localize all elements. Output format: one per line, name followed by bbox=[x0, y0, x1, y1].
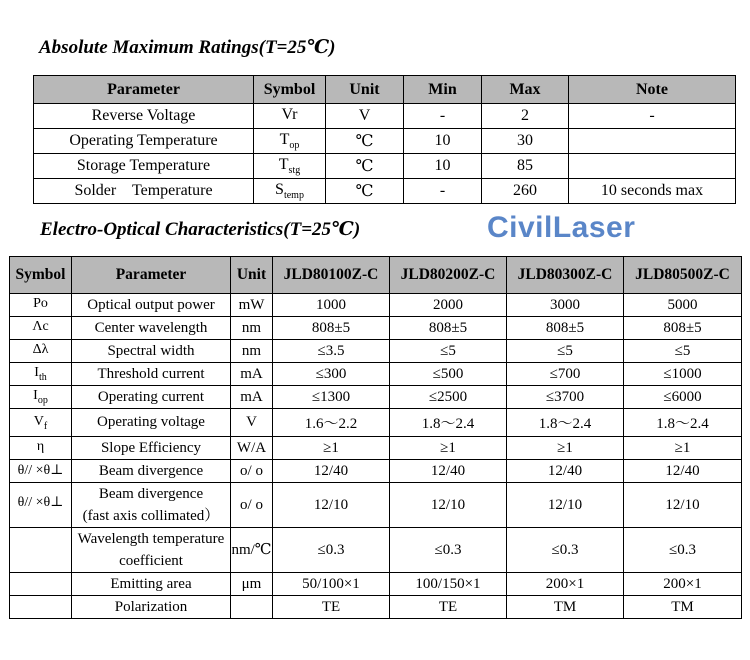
table-row bbox=[10, 340, 742, 363]
value-cell: 100/150×1 bbox=[390, 573, 507, 596]
table-row bbox=[10, 596, 742, 619]
symbol-subscript: f bbox=[43, 420, 48, 432]
unit-cell: W/A bbox=[231, 437, 273, 460]
symbol-cell bbox=[10, 386, 72, 409]
value-cell: ≥1 bbox=[390, 437, 507, 460]
max-cell: 260 bbox=[482, 179, 569, 204]
min-cell: - bbox=[404, 104, 482, 129]
value-cell: 50/100×1 bbox=[273, 573, 390, 596]
header-symbol: Symbol bbox=[10, 257, 72, 294]
symbol-cell bbox=[254, 154, 326, 179]
max-cell: 2 bbox=[482, 104, 569, 129]
parameter-cell: Beam divergence bbox=[72, 460, 231, 483]
unit-cell: μm bbox=[231, 573, 273, 596]
symbol-cell bbox=[10, 340, 72, 363]
value-cell: 3000 bbox=[507, 294, 624, 317]
unit-cell: o/ o bbox=[231, 483, 273, 528]
symbol-cell bbox=[10, 409, 72, 437]
value-cell: TE bbox=[390, 596, 507, 619]
symbol-subscript: stg bbox=[288, 165, 301, 177]
value-cell: ≤700 bbox=[507, 363, 624, 386]
unit-cell: nm bbox=[231, 317, 273, 340]
parameter-cell: Slope Efficiency bbox=[72, 437, 231, 460]
table-row bbox=[10, 573, 742, 596]
value-cell: 1.8～2.4 bbox=[507, 409, 624, 437]
unit-cell: nm/℃ bbox=[231, 528, 273, 573]
header-note: Note bbox=[569, 76, 736, 104]
table-row bbox=[34, 179, 736, 204]
electro-optical-title: Electro-Optical Characteristics(T=25℃) bbox=[40, 219, 361, 240]
note-cell: 10 seconds max bbox=[569, 179, 736, 204]
symbol-main: V bbox=[33, 413, 44, 429]
symbol-subscript: op bbox=[37, 394, 48, 406]
civillaser-logo: CivilLaser bbox=[487, 211, 636, 244]
value-cell: 808±5 bbox=[390, 317, 507, 340]
table-row bbox=[10, 483, 742, 528]
symbol-subscript: temp bbox=[283, 190, 304, 202]
header-min: Min bbox=[404, 76, 482, 104]
parameter-cell: Wavelength temperature coefficient bbox=[72, 528, 231, 573]
value-cell: 12/40 bbox=[390, 460, 507, 483]
parameter-cell: Beam divergence (fast axis collimated） bbox=[72, 483, 231, 528]
parameter-cell: Solder Temperature bbox=[34, 179, 254, 204]
value-cell: 12/10 bbox=[624, 483, 742, 528]
min-cell: - bbox=[404, 179, 482, 204]
header-parameter: Parameter bbox=[34, 76, 254, 104]
header-parameter: Parameter bbox=[72, 257, 231, 294]
value-cell: 5000 bbox=[624, 294, 742, 317]
value-cell: 12/10 bbox=[507, 483, 624, 528]
value-cell: ≥1 bbox=[624, 437, 742, 460]
value-cell: 1.8～2.4 bbox=[390, 409, 507, 437]
note-cell bbox=[569, 129, 736, 154]
symbol-main: Δλ bbox=[32, 342, 49, 358]
symbol-main: η bbox=[36, 439, 45, 455]
symbol-main: Λc bbox=[32, 319, 49, 335]
note-cell bbox=[569, 154, 736, 179]
unit-cell: mA bbox=[231, 363, 273, 386]
value-cell: ≤0.3 bbox=[273, 528, 390, 573]
header-max: Max bbox=[482, 76, 569, 104]
value-cell: 12/10 bbox=[273, 483, 390, 528]
header-unit: Unit bbox=[231, 257, 273, 294]
unit-cell bbox=[231, 596, 273, 619]
unit-cell: nm bbox=[231, 340, 273, 363]
table-row bbox=[10, 437, 742, 460]
value-cell: TM bbox=[507, 596, 624, 619]
value-cell: TE bbox=[273, 596, 390, 619]
symbol-cell bbox=[10, 437, 72, 460]
parameter-cell: Operating voltage bbox=[72, 409, 231, 437]
symbol-cell bbox=[254, 179, 326, 204]
value-cell: 808±5 bbox=[624, 317, 742, 340]
parameter-cell: Center wavelength bbox=[72, 317, 231, 340]
value-cell: ≥1 bbox=[507, 437, 624, 460]
symbol-main: θ// ×θ⊥ bbox=[17, 494, 64, 510]
parameter-cell: Optical output power bbox=[72, 294, 231, 317]
value-cell: 12/40 bbox=[507, 460, 624, 483]
symbol-main: S bbox=[275, 180, 284, 198]
header-model-2: JLD80200Z-C bbox=[390, 257, 507, 294]
unit-cell: mW bbox=[231, 294, 273, 317]
parameter-cell: Polarization bbox=[72, 596, 231, 619]
min-cell: 10 bbox=[404, 129, 482, 154]
symbol-main: I bbox=[34, 365, 39, 381]
value-cell: 808±5 bbox=[507, 317, 624, 340]
table-row bbox=[10, 528, 742, 573]
value-cell: 12/10 bbox=[390, 483, 507, 528]
symbol-main: I bbox=[33, 388, 38, 404]
min-cell: 10 bbox=[404, 154, 482, 179]
value-cell: ≤0.3 bbox=[624, 528, 742, 573]
absolute-max-ratings-title: Absolute Maximum Ratings(T=25℃) bbox=[39, 37, 336, 58]
value-cell: 1.6～2.2 bbox=[273, 409, 390, 437]
electro-optical-table bbox=[9, 256, 742, 619]
value-cell: ≤1000 bbox=[624, 363, 742, 386]
value-cell: ≥1 bbox=[273, 437, 390, 460]
value-cell: TM bbox=[624, 596, 742, 619]
table-row bbox=[34, 129, 736, 154]
value-cell: ≤300 bbox=[273, 363, 390, 386]
symbol-cell bbox=[10, 363, 72, 386]
header-symbol: Symbol bbox=[254, 76, 326, 104]
value-cell: ≤3.5 bbox=[273, 340, 390, 363]
value-cell: 1.8～2.4 bbox=[624, 409, 742, 437]
value-cell: 2000 bbox=[390, 294, 507, 317]
value-cell: 808±5 bbox=[273, 317, 390, 340]
parameter-cell: Spectral width bbox=[72, 340, 231, 363]
value-cell: ≤2500 bbox=[390, 386, 507, 409]
header-model-1: JLD80100Z-C bbox=[273, 257, 390, 294]
parameter-cell: Operating current bbox=[72, 386, 231, 409]
table-row bbox=[10, 294, 742, 317]
table-header-row bbox=[34, 76, 736, 104]
unit-cell: ℃ bbox=[326, 179, 404, 204]
symbol-subscript: op bbox=[289, 140, 300, 152]
parameter-cell: Operating Temperature bbox=[34, 129, 254, 154]
value-cell: 12/40 bbox=[624, 460, 742, 483]
value-cell: 200×1 bbox=[507, 573, 624, 596]
parameter-cell: Storage Temperature bbox=[34, 154, 254, 179]
symbol-main: T bbox=[279, 130, 290, 148]
value-cell: ≤6000 bbox=[624, 386, 742, 409]
symbol-cell bbox=[254, 104, 326, 129]
unit-cell: mA bbox=[231, 386, 273, 409]
symbol-cell bbox=[10, 317, 72, 340]
table-row bbox=[34, 104, 736, 129]
symbol-cell bbox=[10, 460, 72, 483]
value-cell: ≤1300 bbox=[273, 386, 390, 409]
note-cell: - bbox=[569, 104, 736, 129]
parameter-cell: Reverse Voltage bbox=[34, 104, 254, 129]
symbol-cell bbox=[254, 129, 326, 154]
value-cell: ≤5 bbox=[624, 340, 742, 363]
unit-cell: V bbox=[326, 104, 404, 129]
symbol-cell bbox=[10, 596, 72, 619]
unit-cell: ℃ bbox=[326, 154, 404, 179]
parameter-cell: Emitting area bbox=[72, 573, 231, 596]
symbol-main: T bbox=[278, 155, 289, 173]
symbol-cell bbox=[10, 483, 72, 528]
unit-cell: V bbox=[231, 409, 273, 437]
table-row bbox=[10, 317, 742, 340]
symbol-main: θ// ×θ⊥ bbox=[17, 462, 64, 478]
table-row bbox=[10, 386, 742, 409]
table-row bbox=[10, 363, 742, 386]
value-cell: ≤5 bbox=[507, 340, 624, 363]
absolute-max-ratings-table bbox=[33, 75, 736, 204]
table-row bbox=[10, 409, 742, 437]
parameter-cell: Threshold current bbox=[72, 363, 231, 386]
value-cell: 200×1 bbox=[624, 573, 742, 596]
symbol-main: Po bbox=[33, 296, 48, 312]
unit-cell: o/ o bbox=[231, 460, 273, 483]
table-header-row bbox=[10, 257, 742, 294]
table-row bbox=[34, 154, 736, 179]
value-cell: ≤3700 bbox=[507, 386, 624, 409]
value-cell: ≤5 bbox=[390, 340, 507, 363]
value-cell: 12/40 bbox=[273, 460, 390, 483]
header-unit: Unit bbox=[326, 76, 404, 104]
value-cell: ≤0.3 bbox=[390, 528, 507, 573]
value-cell: ≤0.3 bbox=[507, 528, 624, 573]
header-model-3: JLD80300Z-C bbox=[507, 257, 624, 294]
symbol-main: Vr bbox=[281, 105, 298, 123]
max-cell: 85 bbox=[482, 154, 569, 179]
value-cell: ≤500 bbox=[390, 363, 507, 386]
symbol-cell bbox=[10, 573, 72, 596]
symbol-cell bbox=[10, 528, 72, 573]
table-row bbox=[10, 460, 742, 483]
header-model-4: JLD80500Z-C bbox=[624, 257, 742, 294]
max-cell: 30 bbox=[482, 129, 569, 154]
unit-cell: ℃ bbox=[326, 129, 404, 154]
value-cell: 1000 bbox=[273, 294, 390, 317]
symbol-subscript: th bbox=[38, 371, 47, 383]
symbol-cell bbox=[10, 294, 72, 317]
